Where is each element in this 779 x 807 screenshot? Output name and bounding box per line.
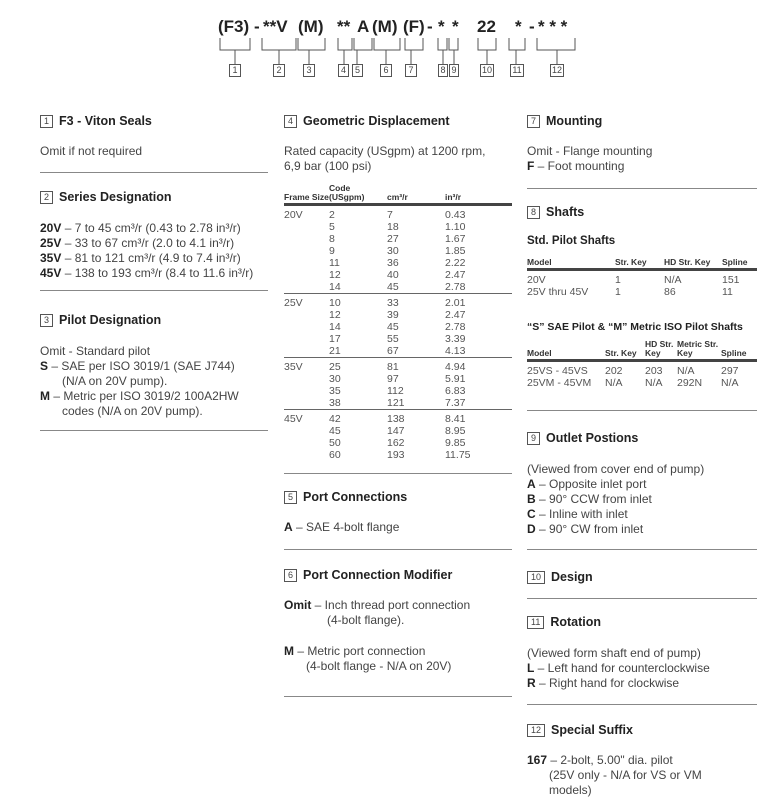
table-cell: 45 (329, 425, 341, 437)
frame-size: 20V (284, 205, 329, 222)
code-token: * (438, 17, 445, 36)
section-title: Mounting (546, 114, 603, 128)
table-cell: 0.43 (445, 205, 512, 222)
table-cell: 11.75 (445, 449, 471, 461)
code-token: A (357, 17, 370, 36)
frame-size: 25V (284, 294, 329, 310)
table-row (284, 294, 512, 310)
std-shafts-table (527, 258, 757, 298)
table-cell: 27 (387, 233, 399, 245)
section-title: Geometric Displacement (303, 114, 450, 128)
displacement-text: Rated capacity (USgpm) at 1200 rpm, 6,9 bar (100 psi) (284, 144, 486, 173)
table-row (284, 269, 512, 281)
code-box: 1 (229, 64, 241, 77)
col-header: Str. Key (615, 258, 664, 270)
table-cell: 297 (721, 365, 739, 377)
divider (527, 704, 757, 705)
col-header: Spline (721, 340, 757, 361)
table-cell: 45 (387, 321, 399, 333)
code-token: (M) (372, 17, 398, 36)
displacement-table (284, 184, 512, 461)
outlet-item: C – Inline with inlet (527, 507, 628, 521)
table-cell: 112 (387, 385, 404, 397)
frame-size (284, 257, 329, 269)
col-header: HD Str. Key (664, 258, 722, 270)
table-cell: 20V (527, 274, 546, 286)
frame-size (284, 309, 329, 321)
code-token: - (529, 17, 535, 36)
divider (527, 410, 757, 411)
series-item: 35V – 81 to 121 cm³/r (4.9 to 7.4 in³/r) (40, 251, 241, 265)
frame-size (284, 449, 329, 461)
table-cell: 36 (387, 257, 399, 269)
section-3-header (40, 313, 161, 327)
table-cell: 292N (677, 377, 703, 389)
section-9-header (527, 431, 638, 445)
table-row (284, 205, 512, 222)
table-cell: 1 (615, 286, 621, 298)
code-token: (F3) (218, 17, 250, 36)
series-list (40, 221, 253, 281)
table-cell: 14 (329, 321, 341, 333)
table-row (284, 233, 512, 245)
divider (40, 172, 268, 173)
table-cell: 202 (605, 365, 623, 377)
table-cell: 18 (387, 221, 399, 233)
code-box: 8 (438, 64, 448, 77)
code-token: - (427, 17, 433, 36)
section-number: 4 (284, 115, 297, 128)
table-row (284, 397, 512, 410)
section-title: Shafts (546, 205, 585, 219)
code-box: 3 (303, 64, 315, 77)
col-header: Str. Key (605, 340, 645, 361)
table-cell: N/A (645, 377, 663, 389)
table-cell: 10 (329, 294, 387, 310)
table-row (284, 425, 512, 437)
divider (284, 696, 512, 697)
table-cell: 35 (329, 385, 341, 397)
outlet-item: B – 90° CCW from inlet (527, 492, 652, 506)
table-cell: 7.37 (445, 397, 466, 409)
table-cell: 9.85 (445, 437, 466, 449)
table-cell: 5.91 (445, 373, 466, 385)
section-2-header (40, 190, 172, 204)
table-cell: 39 (387, 309, 399, 321)
table-cell: 203 (645, 365, 663, 377)
table-cell: 2.01 (445, 294, 512, 310)
section-title: Special Suffix (551, 723, 633, 737)
table-row (284, 245, 512, 257)
section-11-header (527, 615, 601, 629)
col-header: Model (527, 340, 605, 361)
table-cell: 2 (329, 205, 387, 222)
table-row (284, 309, 512, 321)
pilot-item-cont: (N/A on 20V pump). (62, 374, 168, 388)
divider (527, 598, 757, 599)
col-header: Model (527, 258, 615, 270)
series-item: 45V – 138 to 193 cm³/r (8.4 to 11.6 in³/r) (40, 266, 254, 280)
sae-shafts-title: “S” SAE Pilot & “M” Metric ISO Pilot Shafts (527, 321, 743, 333)
table-cell: 6.83 (445, 385, 466, 397)
table-row (284, 281, 512, 294)
code-box: 5 (352, 64, 363, 77)
table-cell: 5 (329, 221, 335, 233)
outlet-item: A – Opposite inlet port (527, 477, 647, 491)
section-12-header (527, 723, 633, 737)
table-cell: 3.39 (445, 333, 466, 345)
table-cell: N/A (677, 365, 695, 377)
pilot-intro: Omit - Standard pilot (40, 344, 151, 358)
section-1-header (40, 114, 152, 128)
table-cell: 25 (329, 358, 387, 374)
table-cell: 86 (664, 286, 676, 298)
special-suffix: 167 – 2-bolt, 5.00" dia. pilot (25V only - N/A for VS or VM models) (527, 753, 702, 797)
table-row (284, 221, 512, 233)
code-token: * * * (538, 17, 568, 36)
section-number: 6 (284, 569, 297, 582)
table-row (284, 257, 512, 269)
col-header: HD Str. Key (645, 340, 677, 361)
section-title: Outlet Postions (546, 431, 639, 445)
outlet-item: D – 90° CW from inlet (527, 522, 644, 536)
divider (527, 188, 757, 189)
table-cell: 67 (387, 345, 399, 357)
table-row (284, 358, 512, 374)
table-cell: 2.47 (445, 309, 466, 321)
port-connection-item: A – SAE 4-bolt flange (284, 520, 400, 534)
table-cell: 2.78 (445, 281, 466, 293)
frame-size (284, 321, 329, 333)
frame-size (284, 437, 329, 449)
table-cell: N/A (721, 377, 739, 389)
code-box: 4 (338, 64, 349, 77)
table-cell: 25VM - 45VM (527, 377, 592, 389)
code-token: * (515, 17, 522, 36)
section-7-header (527, 114, 602, 128)
table-cell: 14 (329, 281, 341, 293)
pilot-list (40, 344, 239, 419)
col-header: Metric Str. Key (677, 340, 721, 361)
table-row (284, 321, 512, 333)
table-cell: 40 (387, 269, 399, 281)
code-token: (F) (403, 17, 425, 36)
pilot-item: M – Metric per ISO 3019/2 100A2HW (40, 389, 239, 403)
series-item: 20V – 7 to 45 cm³/r (0.43 to 2.78 in³/r) (40, 221, 241, 235)
table-cell: 45 (387, 281, 399, 293)
code-token: (M) (298, 17, 324, 36)
section-number: 1 (40, 115, 53, 128)
section-number: 9 (527, 432, 540, 445)
sae-shafts-table (527, 340, 757, 389)
table-cell: 11 (329, 257, 340, 269)
frame-size (284, 269, 329, 281)
section-10-header (527, 570, 593, 584)
table-cell: 1 (615, 274, 621, 286)
frame-size (284, 385, 329, 397)
col-header: Frame Size (284, 184, 329, 205)
frame-size (284, 345, 329, 358)
divider (527, 549, 757, 550)
table-row (284, 449, 512, 461)
table-cell: 50 (329, 437, 341, 449)
table-row (284, 437, 512, 449)
series-item: 25V – 33 to 67 cm³/r (2.0 to 4.1 in³/r) (40, 236, 235, 250)
table-cell: 9 (329, 245, 335, 257)
table-cell: 8.95 (445, 425, 466, 437)
table-cell: 25V thru 45V (527, 286, 589, 298)
table-cell: 2.22 (445, 257, 466, 269)
section-number: 8 (527, 206, 540, 219)
table-row (527, 361, 757, 378)
pilot-item-cont: codes (N/A on 20V pump). (62, 404, 203, 418)
table-row (284, 410, 512, 426)
table-cell: 151 (722, 274, 740, 286)
section-number: 12 (527, 724, 545, 737)
code-token: **V (263, 17, 288, 36)
table-cell: 21 (329, 345, 341, 357)
table-cell: 25VS - 45VS (527, 365, 588, 377)
frame-size (284, 221, 329, 233)
frame-size: 45V (284, 410, 329, 426)
code-box: 12 (551, 65, 562, 75)
table-cell: 12 (329, 309, 341, 321)
table-row (284, 333, 512, 345)
table-cell: 7 (387, 205, 445, 222)
section-title: Series Designation (59, 190, 172, 204)
table-cell: 30 (387, 245, 399, 257)
section-title: Design (551, 570, 593, 584)
table-cell: 12 (329, 269, 341, 281)
table-row (527, 377, 757, 389)
table-cell: 147 (387, 425, 405, 437)
table-cell: 81 (387, 358, 445, 374)
std-shafts-title: Std. Pilot Shafts (527, 235, 616, 247)
outlet-list: (Viewed from cover end of pump) A – Opposite inlet port B – 90° CCW from inlet C – Inline with inlet D – 90° CW from inlet (527, 462, 705, 536)
pilot-item: S – SAE per ISO 3019/1 (SAE J744) (40, 359, 235, 373)
section-number: 10 (527, 571, 545, 584)
section-title: Port Connections (303, 490, 408, 504)
table-cell: 11 (722, 286, 733, 298)
frame-size (284, 233, 329, 245)
table-cell: 4.94 (445, 358, 512, 374)
section-8-header (527, 205, 584, 219)
code-token: * (452, 17, 459, 36)
section-title: Pilot Designation (59, 313, 162, 327)
col-header: cm³/r (387, 184, 445, 205)
rotation-list: (Viewed form shaft end of pump) L – Left hand for counterclockwise R – Right hand for clockwise (527, 646, 710, 690)
table-row (527, 270, 757, 287)
modifier-metric: M – Metric port connection (4-bolt flange - N/A on 20V) (284, 644, 452, 673)
code-token: - (254, 17, 260, 36)
section-number: 11 (527, 616, 544, 629)
section-title: F3 - Viton Seals (59, 114, 152, 128)
section-title: Rotation (550, 615, 602, 629)
table-cell: 121 (387, 397, 405, 409)
table-row (527, 286, 757, 298)
frame-size (284, 425, 329, 437)
table-cell: 2.78 (445, 321, 466, 333)
table-row (284, 373, 512, 385)
frame-size (284, 397, 329, 410)
section-6-header (284, 568, 452, 582)
table-cell: 138 (387, 410, 445, 426)
table-cell: 8.41 (445, 410, 512, 426)
divider (284, 549, 512, 550)
code-box: 10 (481, 65, 492, 75)
table-cell: N/A (605, 377, 623, 389)
table-cell: 42 (329, 410, 387, 426)
frame-size (284, 333, 329, 345)
table-cell: 8 (329, 233, 335, 245)
code-token: 22 (477, 17, 496, 36)
table-cell: 1.67 (445, 233, 466, 245)
section-4-header (284, 114, 450, 128)
frame-size (284, 245, 329, 257)
frame-size (284, 281, 329, 294)
table-cell: N/A (664, 274, 682, 286)
table-cell: 2.47 (445, 269, 466, 281)
table-cell: 38 (329, 397, 341, 409)
code-token: ** (337, 17, 351, 36)
mounting-list: Omit - Flange mounting F – Foot mounting (527, 144, 653, 173)
section-number: 2 (40, 191, 53, 204)
code-box: 11 (510, 64, 524, 77)
divider (40, 430, 268, 431)
code-box: 7 (405, 64, 417, 77)
section-number: 5 (284, 491, 297, 504)
section-title: Port Connection Modifier (303, 568, 453, 582)
table-cell: 162 (387, 437, 405, 449)
table-row (284, 385, 512, 397)
table-cell: 4.13 (445, 345, 466, 357)
frame-size: 35V (284, 358, 329, 374)
modifier-omit: Omit – Inch thread port connection (4-bolt flange). (284, 598, 471, 627)
section-number: 7 (527, 115, 540, 128)
frame-size (284, 373, 329, 385)
table-cell: 17 (329, 333, 341, 345)
divider (40, 290, 268, 291)
col-header: Code (USgpm) (329, 184, 387, 205)
table-cell: 1.85 (445, 245, 466, 257)
code-box: 9 (449, 64, 459, 77)
seal-text: Omit if not required (40, 144, 143, 158)
table-row (284, 345, 512, 358)
table-cell: 193 (387, 449, 405, 461)
col-header: Spline (722, 258, 757, 270)
section-5-header (284, 490, 407, 504)
table-cell: 33 (387, 294, 445, 310)
table-cell: 97 (387, 373, 399, 385)
table-cell: 60 (329, 449, 341, 461)
table-cell: 55 (387, 333, 399, 345)
section-number: 3 (40, 314, 53, 327)
table-cell: 30 (329, 373, 341, 385)
divider (284, 473, 512, 474)
table-cell: 1.10 (445, 221, 466, 233)
code-box: 6 (380, 64, 392, 77)
col-header: in³/r (445, 184, 512, 205)
code-box: 2 (273, 64, 285, 77)
